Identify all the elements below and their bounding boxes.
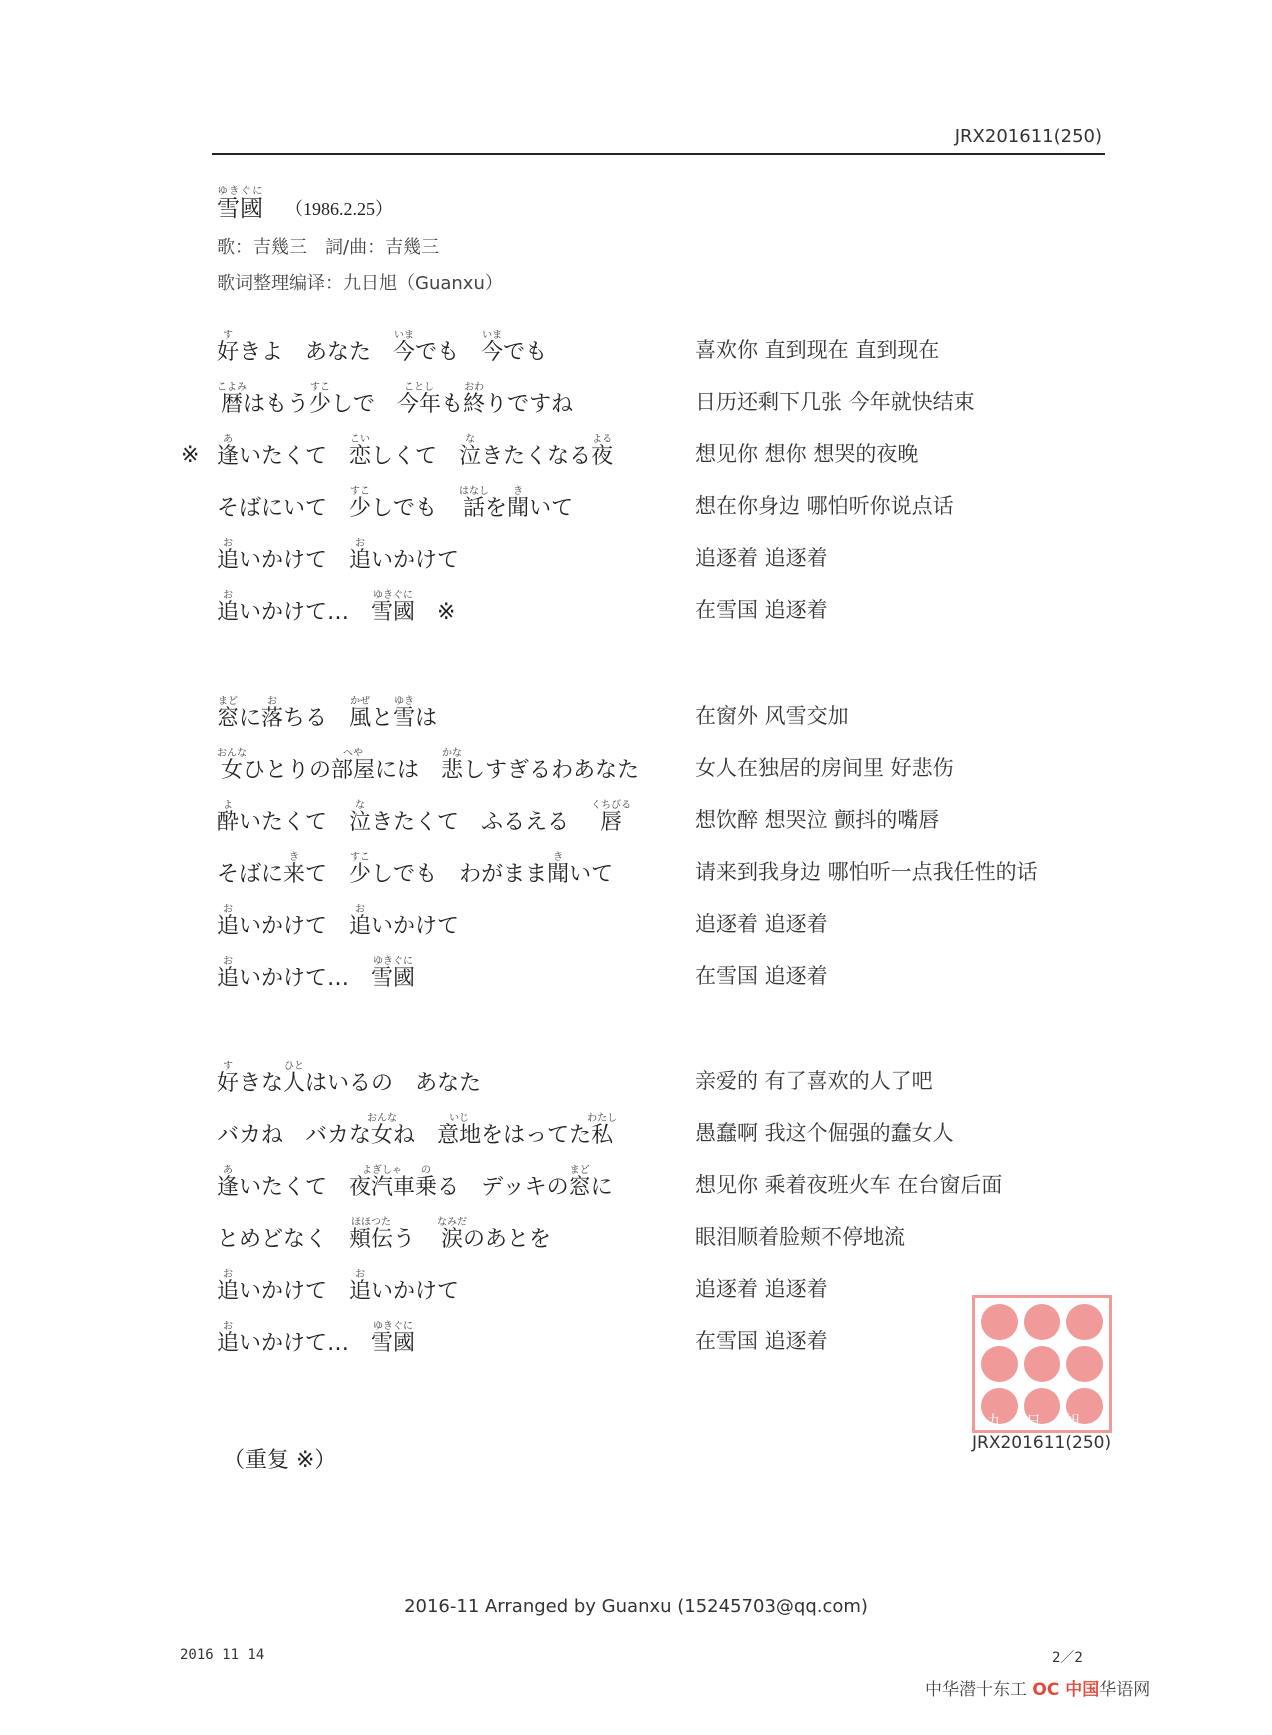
song-date: （1986.2.25） <box>285 199 393 219</box>
lyric-japanese: 追おいかけて… 雪國ゆきぐに <box>217 956 416 991</box>
lyric-japanese: 追おいかけて 追おいかけて <box>217 1269 460 1304</box>
lyric-chinese: 想在你身边 哪怕听你说点话 <box>695 494 954 518</box>
lyric-japanese: 追おいかけて 追おいかけて <box>217 538 460 573</box>
lyric-line <box>217 896 1097 948</box>
lyric-chinese: 想见你 想你 想哭的夜晚 <box>695 442 919 466</box>
lyric-chinese: 在雪国 追逐着 <box>695 964 828 988</box>
footer-credit: 2016-11 Arranged by Guanxu (15245703@qq.com) <box>404 1596 868 1617</box>
lyric-line <box>217 1053 1097 1105</box>
lyric-japanese: とめどなく 頬伝ほほつたう 涙なみだのあとを <box>217 1217 552 1252</box>
lyric-line <box>217 1261 1097 1313</box>
footer-page: 2／2 <box>1052 1650 1083 1666</box>
lyric-line <box>217 1157 1097 1209</box>
chorus-mark: ※ <box>181 443 200 468</box>
lyric-japanese: 好すきな人ひとはいるの あなた <box>217 1061 482 1096</box>
lyric-line <box>217 792 1097 844</box>
header-rule <box>212 153 1105 155</box>
verse-3 <box>217 1053 1097 1365</box>
lyric-chinese: 愚蠢啊 我这个倔强的蠢女人 <box>695 1121 954 1145</box>
repeat-note: （重复 ※） <box>223 1448 337 1473</box>
lyric-chinese: 想饮醉 想哭泣 颤抖的嘴唇 <box>695 808 940 832</box>
song-credits: 歌：吉幾三 詞/曲：吉幾三 <box>217 237 440 258</box>
footer-date: 2016 11 14 <box>180 1647 265 1663</box>
lyric-chinese: 想见你 乘着夜班火车 在台窗后面 <box>695 1173 1003 1197</box>
lyric-line <box>217 322 1097 374</box>
lyric-japanese: 好すきよ あなた 今いまでも 今いまでも <box>217 330 548 365</box>
lyric-chinese: 日历还剩下几张 今年就快结束 <box>695 390 975 414</box>
lyric-line <box>181 426 1097 478</box>
lyric-chinese: 请来到我身边 哪怕听一点我任性的话 <box>695 860 1038 884</box>
lyric-japanese: 追おいかけて… 雪國ゆきぐに <box>217 1321 416 1356</box>
lyric-chinese: 亲爱的 有了喜欢的人了吧 <box>695 1069 933 1093</box>
lyric-chinese: 女人在独居的房间里 好悲伤 <box>695 756 954 780</box>
lyric-line <box>217 1209 1097 1261</box>
lyric-chinese: 喜欢你 直到现在 直到现在 <box>695 338 940 362</box>
verse-2 <box>217 688 1097 1000</box>
footer-brand: 中华潜十东工 OC 中国华语网 <box>925 1680 1151 1700</box>
lyric-line <box>217 688 1097 740</box>
lyric-chinese: 追逐着 追逐着 <box>695 1277 828 1301</box>
lyric-chinese: 在窗外 风雪交加 <box>695 704 849 728</box>
lyric-japanese: 逢あいたくて 恋こいしくて 泣なきたくなる夜よる <box>217 434 614 469</box>
lyric-japanese: 暦こよみはもう少すこしで 今年ことしも終おわりですね <box>217 382 574 417</box>
lyric-line <box>217 740 1097 792</box>
lyric-chinese: 在雪国 追逐着 <box>695 598 828 622</box>
lyric-line <box>217 478 1097 530</box>
lyric-japanese: 逢あいたくて 夜汽車よぎしゃ乗のる デッキの窓まどに <box>217 1165 613 1200</box>
page-code: JRX201611(250) <box>954 126 1102 147</box>
lyric-line <box>217 530 1097 582</box>
lyric-line <box>217 948 1097 1000</box>
lyric-japanese: 窓まどに落おちる 風かぜと雪ゆきは <box>217 696 438 731</box>
lyric-japanese: 追おいかけて… 雪國ゆきぐに※ <box>217 590 456 625</box>
lyric-line <box>217 582 1097 634</box>
verse-1 <box>181 322 1097 634</box>
lyric-line <box>217 374 1097 426</box>
lyric-japanese: 女おんなひとりの部屋へやには 悲かなしすぎるわあなた <box>217 748 640 783</box>
lyric-line <box>217 1313 1097 1365</box>
lyric-line <box>217 1105 1097 1157</box>
lyric-line <box>217 844 1097 896</box>
lyric-chinese: 追逐着 追逐着 <box>695 912 828 936</box>
song-arranger: 歌词整理编译：九日旭（Guanxu） <box>217 273 503 294</box>
lyric-japanese: そばにいて 少すこしでも 話はなしを聞きいて <box>217 486 574 521</box>
seal-chars: 九 日 旭 <box>987 1412 1081 1430</box>
lyric-japanese: そばに来きて 少すこしでも わがまま聞きいて <box>217 852 614 887</box>
song-title: 雪國ゆきぐに <box>217 186 263 222</box>
song-header <box>217 186 503 295</box>
lyric-chinese: 眼泪顺着脸颊不停地流 <box>695 1225 905 1249</box>
seal-code: JRX201611(250) <box>972 1433 1112 1453</box>
lyric-japanese: 追おいかけて 追おいかけて <box>217 904 460 939</box>
lyric-japanese: バカね バカな女おんなね 意地いじをはってた私わたし <box>217 1113 618 1148</box>
lyric-chinese: 在雪国 追逐着 <box>695 1329 828 1353</box>
lyric-japanese: 酔よいたくて 泣なきたくて ふるえる 唇くちびる <box>217 800 632 835</box>
lyric-chinese: 追逐着 追逐着 <box>695 546 828 570</box>
